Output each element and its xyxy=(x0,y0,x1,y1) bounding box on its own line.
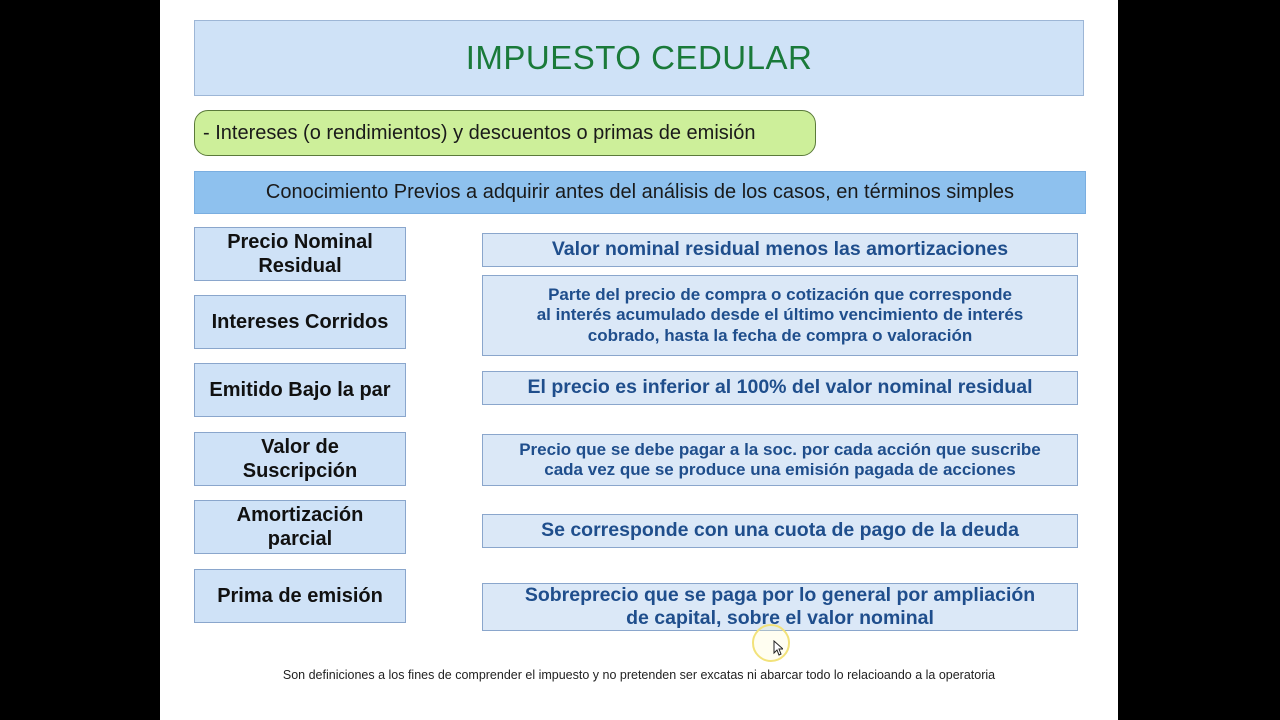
definition-line: Parte del precio de compra o cotización que corresponde xyxy=(548,284,1012,304)
term-line: parcial xyxy=(267,528,333,550)
definition-line: Valor nominal residual menos las amortizaciones xyxy=(551,238,1009,261)
definition-line: cobrado, hasta la fecha de compra o valoración xyxy=(587,325,973,345)
definition-line: de capital, sobre el valor nominal xyxy=(626,607,934,629)
definition-line: El precio es inferior al 100% del valor nominal residual xyxy=(527,376,1033,399)
definition-line: cada vez que se produce una emisión pagada de acciones xyxy=(544,460,1016,479)
definition-box-emitido-bajo-la-par xyxy=(482,371,1078,405)
term-line: Prima de emisión xyxy=(217,584,383,607)
term-line: Suscripción xyxy=(242,460,358,482)
definition-box-amortizacion-parcial xyxy=(482,514,1078,548)
term-line: Intereses Corridos xyxy=(211,310,389,333)
mouse-pointer-icon xyxy=(773,640,783,656)
definition-box-precio-nominal-residual xyxy=(482,233,1078,267)
term-box-precio-nominal-residual xyxy=(194,227,406,281)
definition-box-prima-de-emision xyxy=(482,583,1078,631)
term-line: Residual xyxy=(258,255,342,277)
term-line: Precio Nominal xyxy=(227,230,373,253)
term-line: Valor de xyxy=(261,435,339,458)
term-box-emitido-bajo-la-par xyxy=(194,363,406,417)
cursor-highlight-ring xyxy=(752,624,790,662)
definition-line: al interés acumulado desde el último vencimiento de interés xyxy=(536,305,1024,325)
term-box-intereses-corridos xyxy=(194,295,406,349)
footnote: Son definiciones a los fines de comprender el impuesto y no pretenden ser excatas ni abarcar todo lo relacioando a la operatoria xyxy=(282,668,996,682)
subheader-banner: Conocimiento Previos a adquirir antes del análisis de los casos, en términos simples xyxy=(194,171,1086,214)
slide-title: IMPUESTO CEDULAR xyxy=(194,20,1084,96)
definition-box-intereses-corridos xyxy=(482,275,1078,356)
definition-line: Se corresponde con una cuota de pago de la deuda xyxy=(541,519,1019,542)
term-line: Emitido Bajo la par xyxy=(209,378,391,401)
term-line: Amortización xyxy=(236,503,364,526)
term-box-valor-de-suscripcion xyxy=(194,432,406,486)
definition-line: Precio que se debe pagar a la soc. por cada acción que suscribe xyxy=(519,439,1041,459)
definition-box-valor-de-suscripcion xyxy=(482,434,1078,486)
definition-line: Sobreprecio que se paga por lo general por ampliación xyxy=(524,583,1036,606)
term-box-amortizacion-parcial xyxy=(194,500,406,554)
term-box-prima-de-emision xyxy=(194,569,406,623)
topic-pill: - Intereses (o rendimientos) y descuentos o primas de emisión xyxy=(194,110,816,156)
slide xyxy=(160,0,1118,720)
